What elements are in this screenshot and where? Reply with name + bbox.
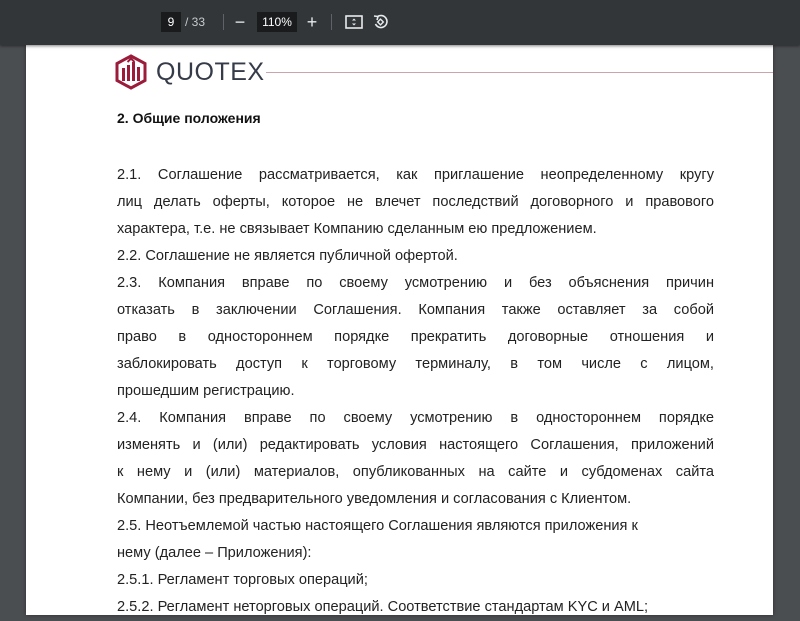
- zoom-level-input[interactable]: 110%: [257, 12, 297, 32]
- paragraph-line: 2.5.1. Регламент торговых операций;: [117, 572, 368, 588]
- toolbar-divider: [223, 14, 224, 30]
- paragraph-line: к нему и (или) материалов, опубликованных на сайте и субдоменах сайта: [117, 464, 714, 480]
- paragraph-line: 2.5.2. Регламент неторговых операций. Соответствие стандартам KYC и AML;: [117, 599, 649, 615]
- header-rule: [266, 72, 773, 73]
- paragraph-line: 2.4. Компания вправе по своему усмотрению в одностороннем порядке: [117, 410, 714, 426]
- quotex-logo-icon: [114, 54, 148, 90]
- paragraph-line: отказать в заключении Соглашения. Компания также оставляет за собой: [117, 302, 714, 318]
- paragraph-line: изменять и (или) редактировать условия настоящего Соглашения, приложений: [117, 437, 714, 453]
- toolbar-divider: [331, 14, 332, 30]
- paragraph-line: 2.2. Соглашение не является публичной офертой.: [117, 248, 458, 264]
- fit-to-page-button[interactable]: [344, 12, 364, 32]
- paragraph-line: 2.1. Соглашение рассматривается, как приглашение неопределенному кругу: [117, 167, 714, 183]
- fit-to-page-icon: [344, 12, 364, 32]
- paragraph-line: нему (далее – Приложения):: [117, 545, 312, 561]
- quotex-logo: [114, 53, 265, 91]
- pdf-page: [26, 45, 773, 615]
- document-body: [117, 162, 714, 621]
- page-total: / 33: [185, 15, 206, 29]
- paragraph-line: 2.5. Неотъемлемой частью настоящего Соглашения являются приложения к: [117, 518, 638, 534]
- rotate-icon: [371, 12, 391, 32]
- zoom-out-button[interactable]: −: [234, 12, 246, 32]
- pdf-toolbar: [0, 0, 800, 45]
- logo-wordmark: QUOTEX: [156, 57, 265, 86]
- paragraph-line: заблокировать доступ к торговому терминалу, в том числе с лицом,: [117, 356, 714, 372]
- paragraph-line: прошедшим регистрацию.: [117, 383, 295, 399]
- page-number-input[interactable]: 9: [161, 12, 181, 32]
- paragraph-line: лиц делать оферты, которое не влечет последствий договорного и правового: [117, 194, 714, 210]
- paragraph-line: 2.3. Компания вправе по своему усмотрению и без объяснения причин: [117, 275, 714, 291]
- section-heading: 2. Общие положения: [117, 110, 261, 126]
- zoom-in-button[interactable]: +: [306, 12, 318, 32]
- paragraph-line: право в одностороннем порядке прекратить договорные отношения и: [117, 329, 714, 345]
- paragraph-line: характера, т.е. не связывает Компанию сделанным ею предложением.: [117, 221, 597, 237]
- paragraph-line: Компании, без предварительного уведомления и согласования с Клиентом.: [117, 491, 632, 507]
- rotate-button[interactable]: [371, 12, 391, 32]
